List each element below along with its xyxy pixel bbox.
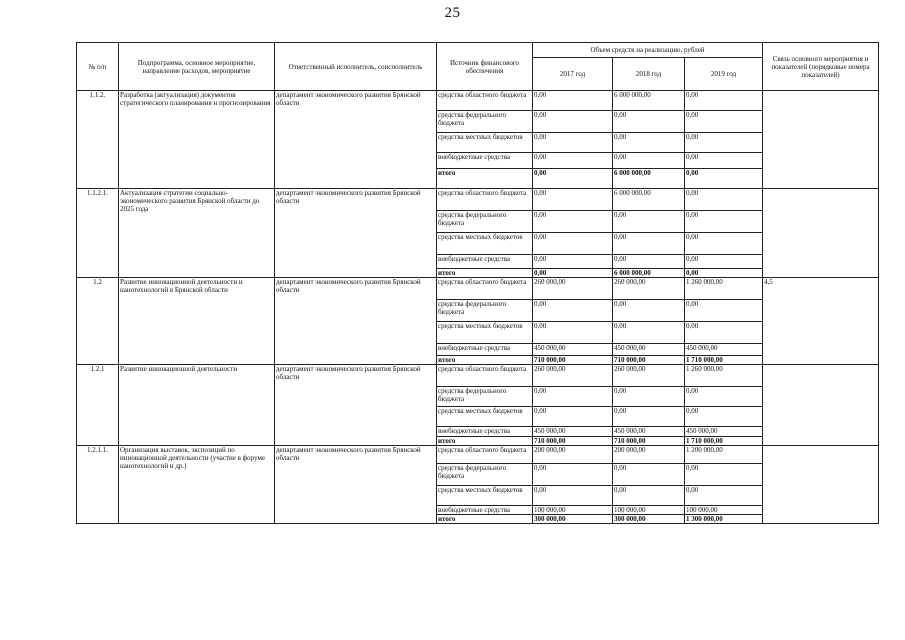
header-year-2017: 2017 год	[533, 58, 613, 91]
row-value-2017: 0,00	[533, 300, 613, 322]
row-source: внебюджетные средства	[437, 255, 533, 269]
row-value-2017: 0,00	[533, 387, 613, 407]
row-source: средства областного бюджета	[437, 91, 533, 111]
row-value-2019: 0,00	[685, 322, 763, 344]
row-value-2017: 0,00	[533, 189, 613, 211]
row-value-2017: 0,00	[533, 133, 613, 153]
row-code: 1.1.2.1.	[77, 189, 119, 278]
row-value-2017: 260 000,00	[533, 365, 613, 387]
row-value-2019: 1 260 000,00	[685, 365, 763, 387]
row-source: средства федерального бюджета	[437, 387, 533, 407]
row-value-2018: 0,00	[613, 407, 685, 427]
header-link: Связь основного мероприятия и показателей (порядковые номера показателей)	[763, 43, 879, 91]
row-value-2017: 0,00	[533, 153, 613, 169]
row-value-2019: 0,00	[685, 233, 763, 255]
row-indicator-link: 4,5	[763, 278, 879, 365]
budget-table	[76, 42, 879, 524]
header-source: Источник финансового обеспечения	[437, 43, 533, 91]
row-value-2018: 0,00	[613, 486, 685, 506]
row-code: 1.1.2.	[77, 91, 119, 189]
row-value-2019: 0,00	[685, 387, 763, 407]
table-row	[77, 446, 879, 464]
row-value-2018: 300 000,00	[613, 515, 685, 524]
row-value-2019: 1 710 000,00	[685, 356, 763, 365]
row-value-2019: 0,00	[685, 189, 763, 211]
row-indicator-link	[763, 446, 879, 524]
row-value-2018: 6 000 000,00	[613, 189, 685, 211]
row-value-2017: 0,00	[533, 169, 613, 189]
row-value-2017: 260 000,00	[533, 278, 613, 300]
row-value-2018: 260 000,00	[613, 365, 685, 387]
row-source: средства местных бюджетов	[437, 133, 533, 153]
row-value-2017: 450 000,00	[533, 344, 613, 356]
row-value-2017: 0,00	[533, 233, 613, 255]
row-value-2019: 0,00	[685, 153, 763, 169]
row-value-2017: 710 000,00	[533, 437, 613, 446]
header-year-2018: 2018 год	[613, 58, 685, 91]
row-value-2017: 450 000,00	[533, 427, 613, 437]
row-value-2019: 1 710 000,00	[685, 437, 763, 446]
row-code: 1.2.1.1.	[77, 446, 119, 524]
row-value-2018: 0,00	[613, 111, 685, 133]
row-value-2019: 1 300 000,00	[685, 515, 763, 524]
table-row	[77, 189, 879, 211]
row-program-name: Развитие инновационной деятельности и нанотехнологий в Брянской области	[119, 278, 275, 365]
row-source: средства областного бюджета	[437, 278, 533, 300]
row-value-2018: 260 000,00	[613, 278, 685, 300]
row-value-2017: 0,00	[533, 211, 613, 233]
row-executor: департамент экономического развития Брянской области	[275, 189, 437, 278]
row-indicator-link	[763, 365, 879, 446]
row-value-2019: 450 000,00	[685, 344, 763, 356]
header-program: Подпрограмма, основное мероприятие, направление расходов, мероприятие	[119, 43, 275, 91]
row-value-2017: 0,00	[533, 255, 613, 269]
table-row	[77, 91, 879, 111]
row-value-2017: 0,00	[533, 322, 613, 344]
row-value-2018: 0,00	[613, 300, 685, 322]
row-source: средства местных бюджетов	[437, 322, 533, 344]
row-source: средства федерального бюджета	[437, 111, 533, 133]
row-value-2017: 0,00	[533, 269, 613, 278]
row-source: средства федерального бюджета	[437, 464, 533, 486]
row-value-2019: 0,00	[685, 133, 763, 153]
row-value-2018: 200 000,00	[613, 446, 685, 464]
row-source: итого	[437, 169, 533, 189]
row-value-2018: 100 000,00	[613, 506, 685, 515]
row-source: средства федерального бюджета	[437, 300, 533, 322]
row-value-2018: 0,00	[613, 153, 685, 169]
row-value-2018: 0,00	[613, 387, 685, 407]
row-value-2019: 0,00	[685, 486, 763, 506]
row-program-name: Разработка (актуализация) документов стратегического планирования и прогнозирования	[119, 91, 275, 189]
row-value-2018: 0,00	[613, 211, 685, 233]
header-volume: Объем средств на реализацию, рублей	[533, 43, 763, 58]
row-executor: департамент экономического развития Брянской области	[275, 446, 437, 524]
row-value-2019: 0,00	[685, 407, 763, 427]
row-value-2018: 6 000 000,00	[613, 269, 685, 278]
header-executor: Ответственный исполнитель, соисполнитель	[275, 43, 437, 91]
row-value-2019: 0,00	[685, 464, 763, 486]
row-value-2019: 0,00	[685, 255, 763, 269]
row-source: внебюджетные средства	[437, 427, 533, 437]
row-source: итого	[437, 437, 533, 446]
row-value-2017: 300 000,00	[533, 515, 613, 524]
row-program-name: Организация выставок, экспозиций по инновационной деятельности (участие в форуме нанотехнологий и др.)	[119, 446, 275, 524]
row-source: средства областного бюджета	[437, 446, 533, 464]
header-row	[77, 43, 879, 58]
header-num: № п/п	[77, 43, 119, 91]
row-value-2017: 100 000,00	[533, 506, 613, 515]
row-source: внебюджетные средства	[437, 344, 533, 356]
row-value-2018: 0,00	[613, 133, 685, 153]
row-value-2018: 0,00	[613, 322, 685, 344]
row-source: средства местных бюджетов	[437, 407, 533, 427]
row-value-2019: 100 000,00	[685, 506, 763, 515]
header-year-2019: 2019 год	[685, 58, 763, 91]
row-source: средства федерального бюджета	[437, 211, 533, 233]
row-value-2019: 0,00	[685, 211, 763, 233]
row-code: 1.2	[77, 278, 119, 365]
row-program-name: Актуализация стратегии социально-экономического развития Брянской области до 2025 года	[119, 189, 275, 278]
row-value-2019: 0,00	[685, 300, 763, 322]
row-source: итого	[437, 269, 533, 278]
row-source: внебюджетные средства	[437, 153, 533, 169]
row-value-2017: 0,00	[533, 111, 613, 133]
row-code: 1.2.1	[77, 365, 119, 446]
row-value-2019: 0,00	[685, 269, 763, 278]
row-source: внебюджетные средства	[437, 506, 533, 515]
row-value-2018: 6 000 000,00	[613, 91, 685, 111]
row-value-2018: 0,00	[613, 255, 685, 269]
row-value-2019: 450 000,00	[685, 427, 763, 437]
row-executor: департамент экономического развития Брянской области	[275, 91, 437, 189]
row-executor: департамент экономического развития Брянской области	[275, 278, 437, 365]
row-executor: департамент экономического развития Брянской области	[275, 365, 437, 446]
row-value-2019: 0,00	[685, 169, 763, 189]
row-value-2017: 200 000,00	[533, 446, 613, 464]
row-value-2019: 0,00	[685, 111, 763, 133]
row-value-2018: 710 000,00	[613, 356, 685, 365]
row-value-2018: 6 000 000,00	[613, 169, 685, 189]
row-source: итого	[437, 515, 533, 524]
row-source: средства местных бюджетов	[437, 486, 533, 506]
table-body	[77, 91, 879, 524]
row-value-2019: 0,00	[685, 91, 763, 111]
row-value-2017: 0,00	[533, 464, 613, 486]
table-row	[77, 278, 879, 300]
row-source: средства областного бюджета	[437, 189, 533, 211]
row-source: средства областного бюджета	[437, 365, 533, 387]
row-source: итого	[437, 356, 533, 365]
page-number: 25	[444, 5, 461, 21]
row-source: средства местных бюджетов	[437, 233, 533, 255]
row-value-2019: 1 200 000,00	[685, 446, 763, 464]
row-value-2017: 0,00	[533, 486, 613, 506]
row-program-name: Развитие инновационной деятельности	[119, 365, 275, 446]
row-indicator-link	[763, 91, 879, 189]
row-value-2017: 0,00	[533, 407, 613, 427]
row-indicator-link	[763, 189, 879, 278]
row-value-2018: 0,00	[613, 233, 685, 255]
table-row	[77, 365, 879, 387]
row-value-2018: 710 000,00	[613, 437, 685, 446]
row-value-2017: 710 000,00	[533, 356, 613, 365]
row-value-2018: 0,00	[613, 464, 685, 486]
row-value-2018: 450 000,00	[613, 427, 685, 437]
row-value-2018: 450 000,00	[613, 344, 685, 356]
row-value-2019: 1 260 000,00	[685, 278, 763, 300]
row-value-2017: 0,00	[533, 91, 613, 111]
